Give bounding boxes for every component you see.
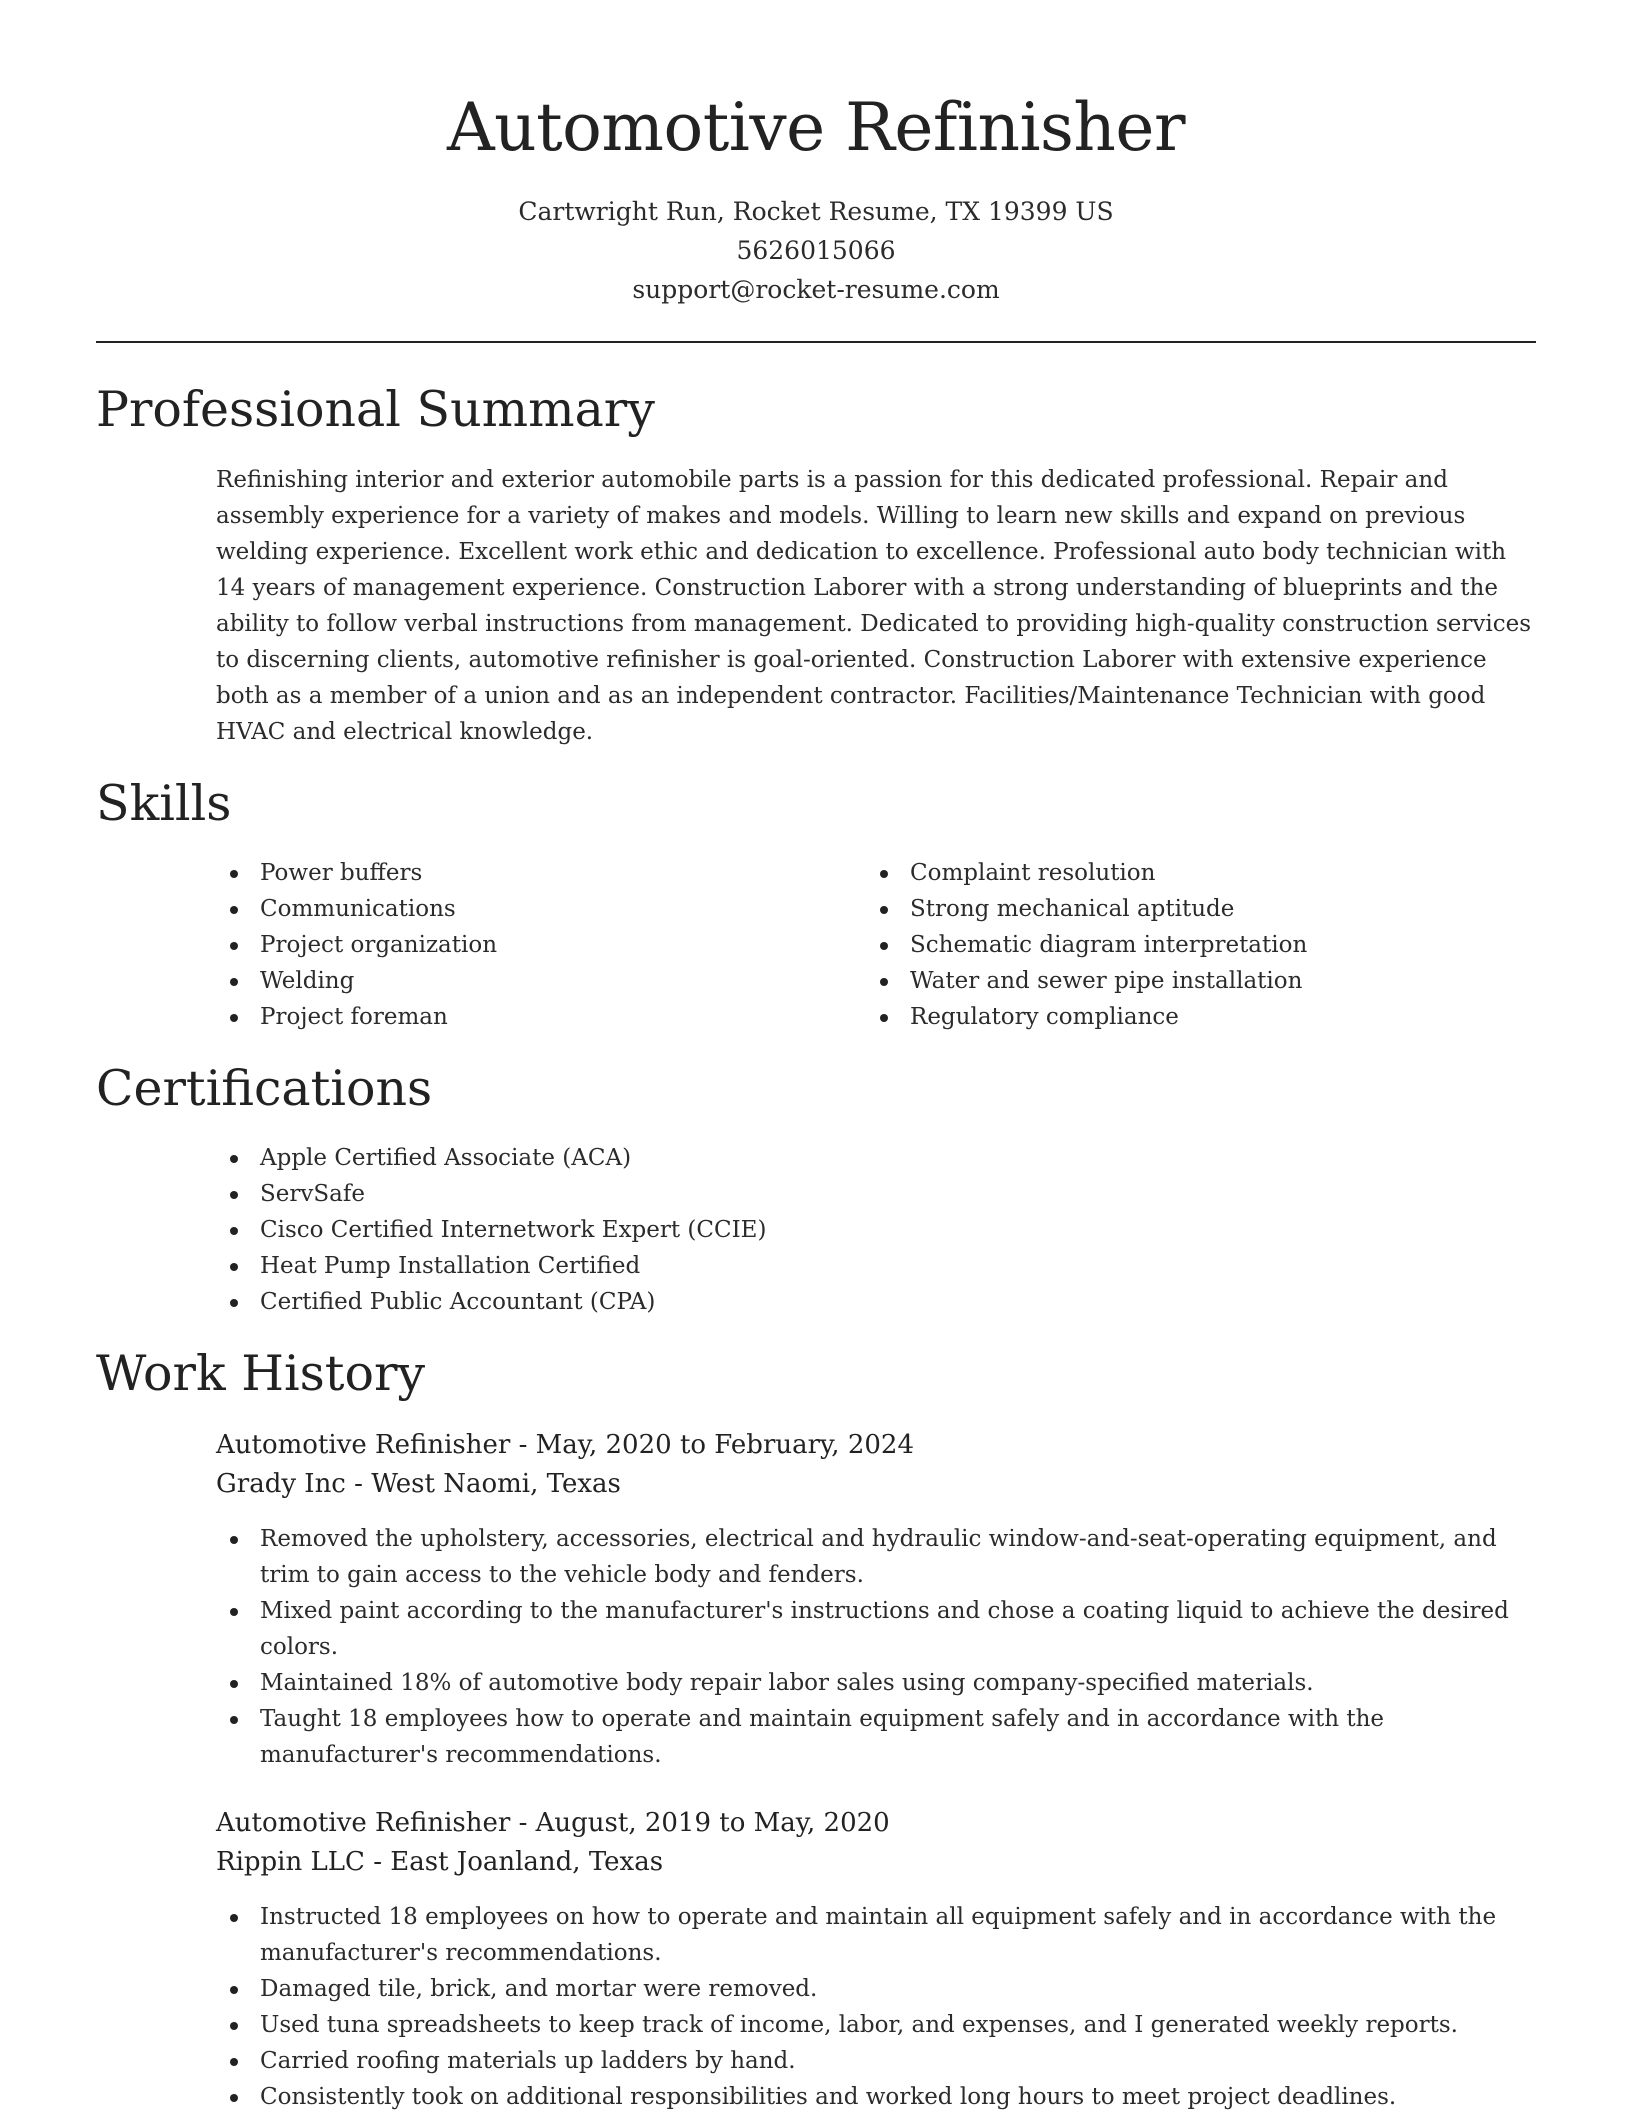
skill-item: Communications: [216, 891, 856, 927]
job-title-line: Automotive Refinisher - August, 2019 to May, 2020: [216, 1808, 890, 1838]
job-duties: [216, 1899, 1532, 2115]
summary-text: Refinishing interior and exterior automobile parts is a passion for this dedicated professional. Repair and assembly experience for a variety of makes and models. Willing to learn new skills and expand on previous welding experience. Excellent work ethic and dedication to excellence. Professional auto body technician with 14 years of management experience. Construction Laborer with a strong understanding of blueprints and the ability to follow verbal instructions from management. Dedicated to providing high-quality construction services to discerning clients, automotive refinisher is goal-oriented. Construction Laborer with extensive experience both as a member of a union and as an independent contractor. Facilities/Maintenance Technician with good HVAC and electrical knowledge.: [216, 467, 1532, 745]
job-company-line: Grady Inc - West Naomi, Texas: [216, 1469, 621, 1499]
skill-item: Schematic diagram interpretation: [866, 927, 1506, 963]
header-divider: [96, 341, 1536, 343]
job-duty-item: Removed the upholstery, accessories, electrical and hydraulic window-and-seat-operating equipment, and trim to gain access to the vehicle body and fenders.: [216, 1521, 1532, 1593]
contact-email: support@rocket-resume.com: [632, 275, 1000, 304]
job-duties: [216, 1521, 1532, 1773]
contact-block: [0, 192, 1632, 309]
summary-heading: Professional Summary: [96, 381, 655, 438]
work-history-heading: Work History: [96, 1345, 426, 1402]
resume-name: Automotive Refinisher: [446, 89, 1186, 166]
skill-item: Strong mechanical aptitude: [866, 891, 1506, 927]
certification-item: Cisco Certified Internetwork Expert (CCIE): [216, 1212, 1532, 1248]
skills-heading: Skills: [96, 775, 232, 832]
job-duty-item: Instructed 18 employees on how to operate and maintain all equipment safely and in accordance with the manufacturer's recommendations.: [216, 1899, 1532, 1971]
job-header: [216, 1426, 1532, 1504]
job-duty-item: Mixed paint according to the manufacturer's instructions and chose a coating liquid to achieve the desired colors.: [216, 1593, 1532, 1665]
certification-item: Apple Certified Associate (ACA): [216, 1140, 1532, 1176]
job-duty-item: Carried roofing materials up ladders by hand.: [216, 2043, 1532, 2079]
job-duty-item: Taught 18 employees how to operate and maintain equipment safely and in accordance with the manufacturer's recommendations.: [216, 1701, 1532, 1773]
skill-item: Project foreman: [216, 999, 856, 1035]
certifications-list: [216, 1140, 1532, 1320]
skill-item: Regulatory compliance: [866, 999, 1506, 1035]
skills-column-right: [866, 855, 1506, 1035]
job-header: [216, 1804, 1532, 1882]
certification-item: ServSafe: [216, 1176, 1532, 1212]
skill-item: Welding: [216, 963, 856, 999]
skills-column-left: [216, 855, 856, 1035]
job-duty-item: Consistently took on additional responsibilities and worked long hours to meet project deadlines.: [216, 2079, 1532, 2115]
certification-item: Certified Public Accountant (CPA): [216, 1284, 1532, 1320]
job-duty-item: Used tuna spreadsheets to keep track of income, labor, and expenses, and I generated weekly reports.: [216, 2007, 1532, 2043]
skill-item: Complaint resolution: [866, 855, 1506, 891]
certification-item: Heat Pump Installation Certified: [216, 1248, 1532, 1284]
certifications-heading: Certifications: [96, 1060, 433, 1117]
contact-address: Cartwright Run, Rocket Resume, TX 19399 US: [518, 197, 1114, 226]
job-company-line: Rippin LLC - East Joanland, Texas: [216, 1847, 664, 1877]
skill-item: Power buffers: [216, 855, 856, 891]
job-duty-item: Damaged tile, brick, and mortar were removed.: [216, 1971, 1532, 2007]
job-duty-item: Maintained 18% of automotive body repair labor sales using company-specified materials.: [216, 1665, 1532, 1701]
skill-item: Water and sewer pipe installation: [866, 963, 1506, 999]
contact-phone: 5626015066: [736, 236, 896, 265]
job-title-line: Automotive Refinisher - May, 2020 to February, 2024: [216, 1430, 914, 1460]
skill-item: Project organization: [216, 927, 856, 963]
